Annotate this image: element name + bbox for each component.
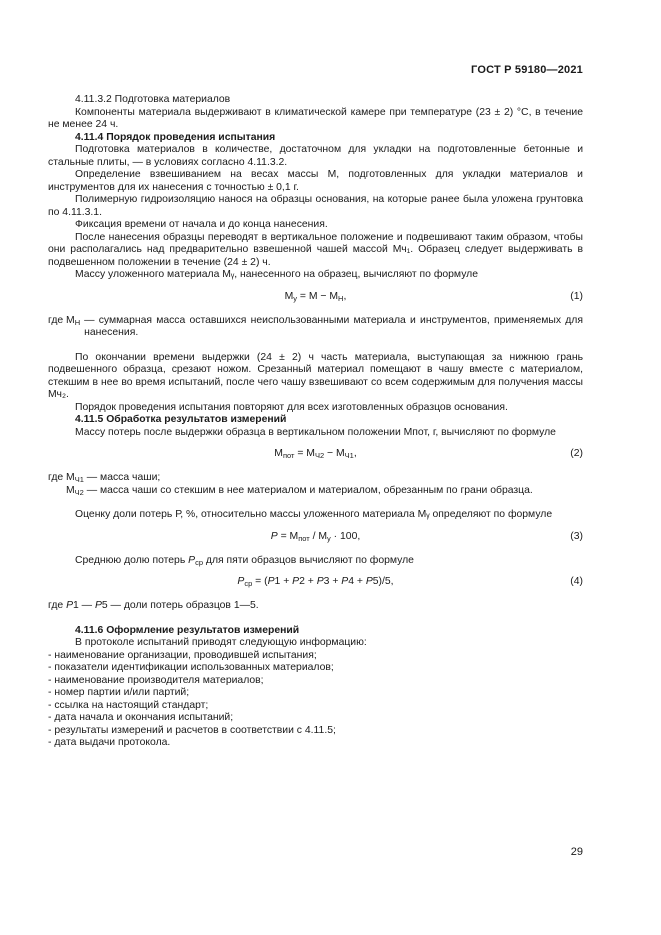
paragraph: Массу потерь после выдержки образца в вертикальном положении Мпот, г, вычисляют по формуле xyxy=(75,426,556,438)
paragraph: Полимерную гидроизоляцию нанося на образцы основания, на которые ранее была уложена грунтовка по 4.11.3.1. xyxy=(48,194,583,218)
formula-legend: $М_{Ч2}$ — масса чаши со стекшим в нее материалом и материалом, обрезанным по грани образца. xyxy=(66,484,533,497)
section-title-4-11-6: 4.11.6 Оформление результатов измерений xyxy=(75,624,300,636)
legend-text: — суммарная масса оставшихся неиспользованными материала и инструментов, применяемых для нанесения. xyxy=(84,314,583,338)
formula-expression: $P = М_{пот} / М_у \cdot 100$, xyxy=(270,530,361,543)
formula-expression: $М_{пот} = М_{Ч2} - М_{Ч1}$, xyxy=(274,448,357,460)
legend-symbol: где $М_Н$ xyxy=(48,314,81,327)
document-header: ГОСТ Р 59180—2021 xyxy=(471,64,583,76)
paragraph: Определение взвешиванием на весах массы М, подготовленных для укладки материалов и инструментов для их нанесения с точностью ± 0,1 г. xyxy=(48,169,583,193)
list-item: - дата выдачи протокола. xyxy=(48,737,171,748)
formula-expression: $P_{ср} = (P1 + P2 + P3 + P4 + P5)/5$, xyxy=(237,576,394,588)
section-title-4-11-4: 4.11.4 Порядок проведения испытания xyxy=(75,131,276,143)
paragraph: После нанесения образцы переводят в вертикальное положение и подвешивают таким образом, чтобы они располагались над предварительно взвешенной чашей массой Мч₁. Образец следует выдерживать в подвешенном положении в течение (24 ± 2) ч. xyxy=(48,231,583,268)
list-item: - результаты измерений и расчетов в соответствии с 4.11.5; xyxy=(48,724,336,736)
document-body xyxy=(48,94,583,750)
formula-4 xyxy=(48,576,583,591)
paragraph: Оценку доли потерь Р, %, относительно массы уложенного материала Мᵧ определяют по формуле xyxy=(75,509,553,520)
paragraph: По окончании времени выдержки (24 ± 2) ч часть материала, выступающая за нижнюю грань подвешенного образца, срезают ножом. Срезанный материал помещают в чашу вместе с материалом, стекшим в нее во время испытаний, после чего чашу взвешивают со всем содержимым для получения массы Мч₂. xyxy=(48,351,583,400)
formula-number: (1) xyxy=(570,290,583,302)
paragraph: Фиксация времени от начала и до конца нанесения. xyxy=(75,219,328,230)
formula-legend xyxy=(48,315,583,340)
paragraph: Среднюю долю потерь $P_{ср}$ для пяти образцов вычисляют по формуле xyxy=(75,554,414,567)
formula-1 xyxy=(48,291,583,306)
paragraph: В протоколе испытаний приводят следующую информацию: xyxy=(75,637,367,648)
formula-3 xyxy=(48,531,583,546)
formula-2 xyxy=(48,448,583,463)
formula-number: (2) xyxy=(570,448,583,459)
section-title-4-11-5: 4.11.5 Обработка результатов измерений xyxy=(75,414,287,425)
paragraph: Массу уложенного материала Мᵧ, нанесенного на образец, вычисляют по формуле xyxy=(75,269,479,280)
formula-number: (4) xyxy=(570,576,583,587)
list-item: - ссылка на настоящий стандарт; xyxy=(48,699,209,711)
formula-legend: где $М_{Ч1}$ — масса чаши; xyxy=(48,472,161,484)
list-item: - дата начала и окончания испытаний; xyxy=(48,712,234,723)
paragraph: Подготовка материалов в количестве, достаточном для укладки на подготовленные бетонные и стальные плиты, — в условиях согласно 4.11.3.2. xyxy=(48,144,583,168)
page-number: 29 xyxy=(570,846,583,858)
list-item: - наименование производителя материалов; xyxy=(48,674,264,686)
paragraph: Компоненты материала выдерживают в климатической камере при температуре (23 ± 2) °C, в течение не менее 24 ч. xyxy=(48,106,583,130)
list-item: - показатели идентификации использованных материалов; xyxy=(48,662,334,673)
list-item: - наименование организации, проводившей испытания; xyxy=(48,649,317,661)
formula-number: (3) xyxy=(570,530,583,542)
paragraph: Порядок проведения испытания повторяют для всех изготовленных образцов основания. xyxy=(75,401,508,413)
section-title-4-11-3-2: 4.11.3.2 Подготовка материалов xyxy=(75,94,231,105)
formula-expression: $М_у = М - М_Н$, xyxy=(284,290,347,303)
formula-legend: где P1 — P5 — доли потерь образцов 1—5. xyxy=(48,600,259,611)
list-item: - номер партии и/или партий; xyxy=(48,687,190,698)
